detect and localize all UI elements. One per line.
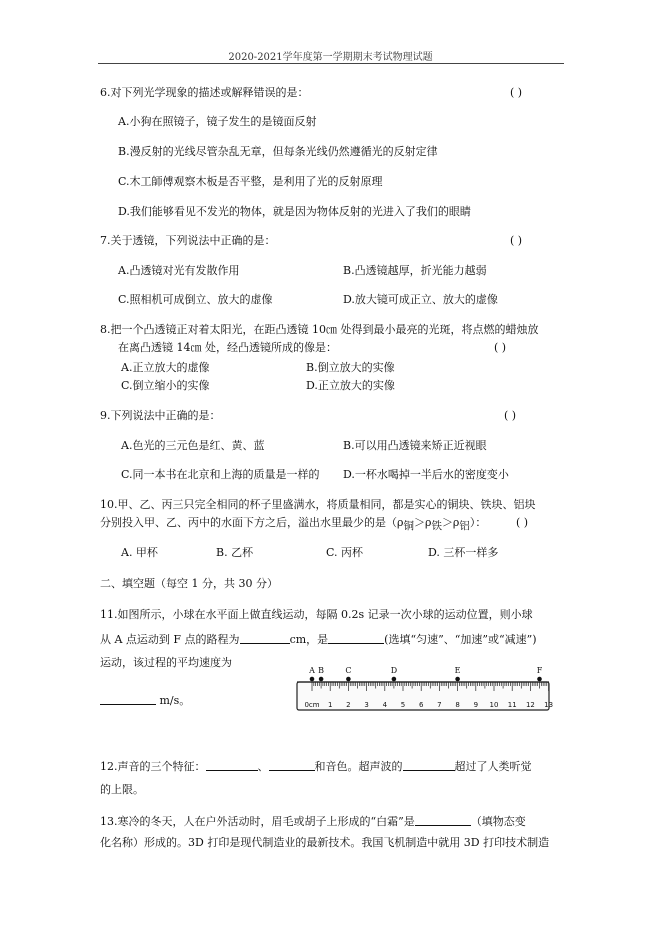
ball-position-dot [346,677,351,682]
q8-answer-paren: ( ) [494,341,507,354]
q8-stem-line2: 在离凸透镜 14㎝ 处，经凸透镜所成的像是： [118,341,337,354]
ruler-tick-label: 9 [473,701,479,709]
ruler-tick-label: 11 [507,701,517,709]
q10-answer-paren: ( ) [516,516,529,529]
q13-stem-line1 [100,814,526,829]
ruler-tick-label: 5 [400,701,406,709]
ball-position-dot [537,677,542,682]
q10-line2-post: ）： [469,516,487,529]
ruler-tick-label: 0cm [304,701,320,709]
q13-text-a: 13.寒冷的冬天，人在户外活动时，眉毛或胡子上形成的“白霜”是 [100,815,415,828]
q8-option-a: A.正立放大的虚像 [121,361,210,374]
q11-blank-motion-type[interactable] [328,632,384,644]
q11-stem-line2 [100,632,536,647]
q10-option-b: B. 乙杯 [216,546,254,559]
q6-answer-paren: ( ) [510,86,523,99]
q12-text-a: 12.声音的三个特征： [100,760,206,773]
ruler-tick-label: 6 [418,701,424,709]
q8-option-b: B.倒立放大的实像 [306,361,395,374]
q6-option-c: C.木工師傅观察木板是否平整，是利用了光的反射原理 [118,175,383,188]
section-fill-in-title: 二、填空题（每空 1 分，共 30 分） [100,577,278,590]
ruler-figure [295,656,553,712]
ruler-tick-label: 10 [489,701,499,709]
ball-position-label: D [390,666,398,675]
rho-aluminum-sub: 铝 [459,520,470,533]
q6-option-a: A.小狗在照镜子，镜子发生的是镜面反射 [118,115,317,128]
ball-position-dot [310,677,315,682]
ball-position-label: C [345,666,352,675]
q7-stem: 7.关于透镜，下列说法中正确的是： [100,234,276,247]
ball-position-dot [319,677,324,682]
q12-text-b: 和音色。超声波的 [314,760,403,773]
page-header: 2020-2021学年度第一学期期末考试物理试题 [228,52,433,63]
q11-line2-b: cm，是 [289,633,329,646]
rho-copper-sub: 铜 [403,520,414,533]
q7-option-a: A.凸透镜对光有发散作用 [118,264,240,277]
q12-blank-1[interactable] [206,759,258,771]
q9-option-b: B.可以用凸透镜来矫正近视眼 [343,439,487,452]
q7-option-c: C.照相机可成倒立、放大的虚像 [118,293,273,306]
ruler-svg [295,656,553,712]
q11-stem-line4 [100,693,190,708]
header-rule [98,63,564,64]
q10-gt-1: ＞ρ [413,516,432,529]
q11-blank-average-speed[interactable] [100,693,156,705]
q10-gt-2: ＞ρ [441,516,460,529]
ball-position-dot [392,677,397,682]
q9-option-d: D.一杯水喝掉一半后水的密度变小 [343,468,509,481]
ruler-tick-label: 7 [437,701,442,709]
ball-position-label: A [309,666,315,675]
ruler-tick-label: 4 [382,701,388,709]
q11-stem-line3: 运动，该过程的平均速度为 [100,656,232,669]
q10-stem-line1: 10.甲、乙、丙三只完全相同的杯子里盛满水，将质量相同，都是实心的铜块、铁块、铝块 [100,498,536,511]
q12-stem-line2: 的上限。 [100,783,144,796]
q11-line2-c: (选填“匀速”、“加速”或“减速”) [384,633,537,646]
q12-stem-line1 [100,759,532,774]
ruler-tick-label: 1 [327,701,333,709]
q9-stem: 9.下列说法中正确的是： [100,409,221,422]
q7-option-b: B.凸透镜越厚，折光能力越弱 [343,264,487,277]
q13-blank-1[interactable] [415,814,471,826]
q7-option-d: D.放大镜可成正立、放大的虚像 [343,293,498,306]
q10-stem-line2 [100,516,486,533]
q8-stem-line1: 8.把一个凸透镜正对着太阳光，在距凸透镜 10㎝ 处得到最小最亮的光斑，将点燃的蜡烛放 [100,323,539,336]
q11-blank-distance[interactable] [240,632,290,644]
q12-blank-3[interactable] [403,759,455,771]
rho-iron-sub: 铁 [431,520,442,533]
q6-stem: 6.对下列光学现象的描述或解释错误的是： [100,86,309,99]
q10-option-c: C. 丙杯 [326,546,364,559]
q8-option-c: C.倒立缩小的实像 [121,379,210,392]
q6-option-d: D.我们能够看见不发光的物体，就是因为物体反射的光进入了我们的眼睛 [118,205,471,218]
ruler-tick-label: 12 [525,701,535,709]
q12-blank-2[interactable] [269,759,315,771]
q6-option-b: B.漫反射的光线尽管杂乱无章，但每条光线仍然遵循光的反射定律 [118,145,438,158]
ruler-tick-label: 2 [346,701,351,709]
q9-option-c: C.同一本书在北京和上海的质量是一样的 [121,468,320,481]
q8-option-d: D.正立放大的实像 [306,379,395,392]
ball-position-label: B [318,666,325,675]
q13-text-b: （填物态变 [470,815,526,828]
q10-option-d: D. 三杯一样多 [428,546,499,559]
ball-position-label: E [454,666,461,675]
ball-position-label: F [536,666,543,675]
ball-position-dot [455,677,460,682]
q7-answer-paren: ( ) [510,234,523,247]
q12-sep: 、 [257,760,269,773]
ruler-tick-label: 13 [544,701,553,709]
q11-line2-a: 从 A 点运动到 F 点的路程为 [100,633,240,646]
q10-line2-pre: 分别投入甲、乙、丙中的水面下方之后，溢出水里最少的是（ρ [100,516,404,529]
q11-unit: m/s。 [159,694,191,707]
q9-answer-paren: ( ) [504,409,517,422]
q11-stem-line1: 11.如图所示，小球在水平面上做直线运动，每隔 0.2s 记录一次小球的运动位置，则小球 [100,608,533,621]
q10-option-a: A. 甲杯 [121,546,158,559]
q12-text-c: 超过了人类听觉 [454,760,532,773]
q13-stem-line2: 化名称）形成的。3D 打印是现代制造业的最新技术。我国飞机制造中就用 3D 打印技术制造 [100,836,550,849]
q9-option-a: A.色光的三元色是红、黄、蓝 [121,439,265,452]
ruler-tick-label: 3 [364,701,369,709]
ruler-tick-label: 8 [455,701,460,709]
